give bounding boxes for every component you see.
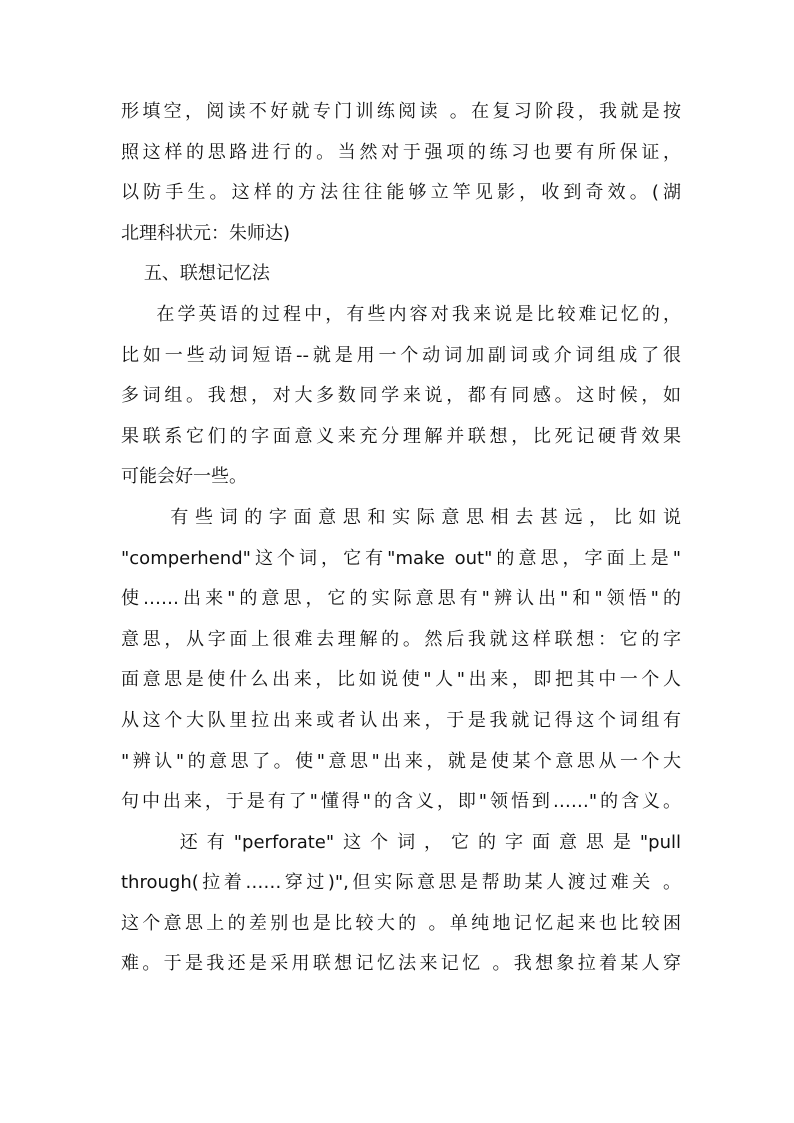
section-heading: 五、联想记忆法 — [121, 263, 270, 285]
text-line: 这个意思上的差别也是比较大的 。单纯地记忆起来也比较困 — [121, 912, 681, 934]
body-text — [121, 92, 681, 985]
text-line: 在学英语的过程中，有些内容对我来说是比较难记忆的， — [121, 303, 681, 325]
text-line: through(拉着……穿过)",但实际意思是帮助某人渡过难关 。 — [121, 872, 681, 894]
text-line: 比如一些动词短语--就是用一个动词加副词或介词组成了很 — [121, 344, 681, 366]
text-line: 有些词的字面意思和实际意思相去甚远，比如说 — [121, 506, 681, 528]
text-line: 多词组。我想，对大多数同学来说，都有同感。这时候，如 — [121, 385, 681, 407]
text-line: 句中出来，于是有了"懂得"的含义，即"领悟到……"的含义。 — [121, 791, 681, 813]
text-line: 意思，从字面上很难去理解的。然后我就这样联想：它的字 — [121, 628, 681, 650]
text-line: 可能会好一些。 — [121, 466, 247, 488]
text-line: 从这个大队里拉出来或者认出来，于是我就记得这个词组有 — [121, 709, 681, 731]
text-line: 使……出来"的意思，它的实际意思有"辨认出"和"领悟"的 — [121, 588, 681, 610]
text-line: "辨认"的意思了。使"意思"出来，就是使某个意思从一个大 — [121, 750, 681, 772]
text-line: "comperhend"这个词，它有"make out"的意思，字面上是" — [121, 547, 681, 569]
text-line: 难。于是我还是采用联想记忆法来记忆 。我想象拉着某人穿 — [121, 953, 681, 975]
text-line: 还有"perforate"这个词，它的字面意思是"pull — [121, 831, 681, 853]
text-line: 以防手生。这样的方法往往能够立竿见影，收到奇效。(湖 — [121, 182, 681, 204]
text-line: 面意思是使什么出来，比如说使"人"出来，即把其中一个人 — [121, 669, 681, 691]
text-line: 形填空，阅读不好就专门训练阅读 。在复习阶段，我就是按 — [121, 101, 681, 122]
text-line: 北理科状元：朱师达) — [121, 222, 291, 244]
text-line: 照这样的思路进行的。当然对于强项的练习也要有所保证， — [121, 141, 681, 163]
text-line: 果联系它们的字面意义来充分理解并联想，比死记硬背效果 — [121, 425, 681, 447]
